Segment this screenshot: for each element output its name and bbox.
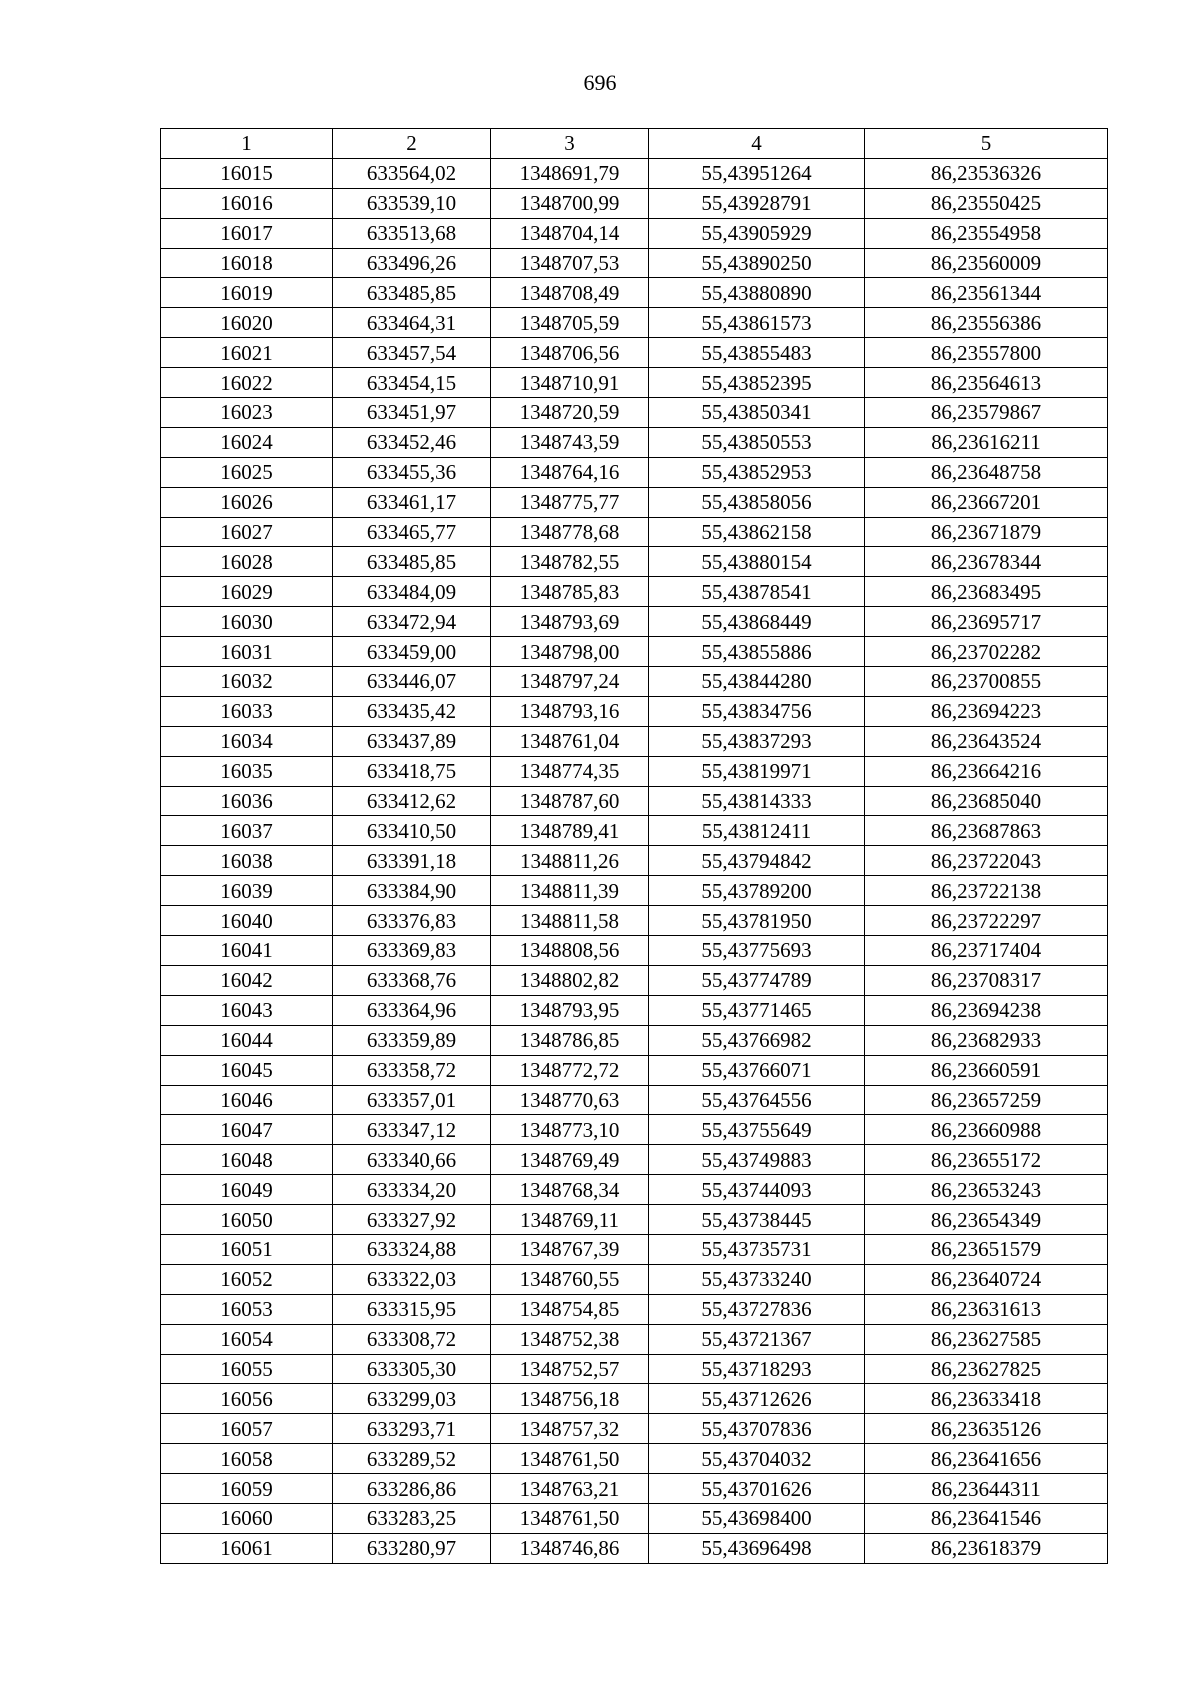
- table-cell-col-1: 16039: [161, 876, 333, 906]
- table-cell-col-5: 86,23641546: [865, 1503, 1108, 1533]
- table-cell-col-5: 86,23648758: [865, 457, 1108, 487]
- table-cell-col-3: 1348808,56: [491, 936, 649, 966]
- table-cell-col-3: 1348764,16: [491, 457, 649, 487]
- table-cell-col-5: 86,23644311: [865, 1474, 1108, 1504]
- table-cell-col-4: 55,43744093: [649, 1175, 865, 1205]
- table-cell-col-1: 16036: [161, 786, 333, 816]
- table-row: [161, 398, 1108, 428]
- table-cell-col-2: 633334,20: [333, 1175, 491, 1205]
- table-cell-col-3: 1348707,53: [491, 248, 649, 278]
- table-cell-col-3: 1348811,58: [491, 906, 649, 936]
- table-row: [161, 457, 1108, 487]
- table-cell-col-1: 16031: [161, 637, 333, 667]
- table-cell-col-2: 633293,71: [333, 1414, 491, 1444]
- table-row: [161, 1085, 1108, 1115]
- table-row: [161, 427, 1108, 457]
- table-cell-col-2: 633451,97: [333, 398, 491, 428]
- table-cell-col-1: 16038: [161, 846, 333, 876]
- table-cell-col-3: 1348772,72: [491, 1055, 649, 1085]
- table-cell-col-1: 16050: [161, 1205, 333, 1235]
- table-row: [161, 1533, 1108, 1563]
- table-cell-col-4: 55,43764556: [649, 1085, 865, 1115]
- table-cell-col-4: 55,43707836: [649, 1414, 865, 1444]
- table-cell-col-3: 1348769,11: [491, 1205, 649, 1235]
- table-cell-col-2: 633322,03: [333, 1264, 491, 1294]
- table-cell-col-5: 86,23657259: [865, 1085, 1108, 1115]
- table-cell-col-3: 1348798,00: [491, 637, 649, 667]
- table-cell-col-4: 55,43701626: [649, 1474, 865, 1504]
- table-cell-col-5: 86,23694223: [865, 696, 1108, 726]
- table-cell-col-5: 86,23671879: [865, 517, 1108, 547]
- table-cell-col-3: 1348720,59: [491, 398, 649, 428]
- table-cell-col-5: 86,23667201: [865, 487, 1108, 517]
- table-row: [161, 1025, 1108, 1055]
- table-cell-col-3: 1348793,16: [491, 696, 649, 726]
- table-cell-col-4: 55,43721367: [649, 1324, 865, 1354]
- table-cell-col-5: 86,23618379: [865, 1533, 1108, 1563]
- table-row: [161, 278, 1108, 308]
- table-cell-col-4: 55,43852395: [649, 368, 865, 398]
- table-cell-col-1: 16055: [161, 1354, 333, 1384]
- table-cell-col-2: 633305,30: [333, 1354, 491, 1384]
- table-cell-col-2: 633347,12: [333, 1115, 491, 1145]
- table-cell-col-4: 55,43855483: [649, 338, 865, 368]
- table-cell-col-2: 633359,89: [333, 1025, 491, 1055]
- table-cell-col-1: 16034: [161, 726, 333, 756]
- table-cell-col-5: 86,23550425: [865, 188, 1108, 218]
- table-cell-col-3: 1348797,24: [491, 667, 649, 697]
- table-cell-col-5: 86,23702282: [865, 637, 1108, 667]
- table-cell-col-4: 55,43951264: [649, 158, 865, 188]
- table-cell-col-4: 55,43766982: [649, 1025, 865, 1055]
- table-cell-col-4: 55,43819971: [649, 756, 865, 786]
- table-cell-col-5: 86,23554958: [865, 218, 1108, 248]
- table-cell-col-4: 55,43718293: [649, 1354, 865, 1384]
- table-cell-col-3: 1348760,55: [491, 1264, 649, 1294]
- table-cell-col-1: 16020: [161, 308, 333, 338]
- table-cell-col-4: 55,43749883: [649, 1145, 865, 1175]
- table-row: [161, 577, 1108, 607]
- table-row: [161, 1414, 1108, 1444]
- table-cell-col-2: 633455,36: [333, 457, 491, 487]
- table-cell-col-4: 55,43704032: [649, 1444, 865, 1474]
- table-cell-col-1: 16033: [161, 696, 333, 726]
- table-cell-col-3: 1348770,63: [491, 1085, 649, 1115]
- table-cell-col-1: 16019: [161, 278, 333, 308]
- table-cell-col-3: 1348775,77: [491, 487, 649, 517]
- table-row: [161, 906, 1108, 936]
- table-cell-col-4: 55,43794842: [649, 846, 865, 876]
- table-row: [161, 1384, 1108, 1414]
- table-cell-col-2: 633461,17: [333, 487, 491, 517]
- table-cell-col-2: 633465,77: [333, 517, 491, 547]
- table-cell-col-3: 1348754,85: [491, 1294, 649, 1324]
- table-row: [161, 1354, 1108, 1384]
- table-header: [161, 129, 1108, 159]
- table-cell-col-2: 633485,85: [333, 278, 491, 308]
- table-cell-col-4: 55,43905929: [649, 218, 865, 248]
- table-cell-col-1: 16029: [161, 577, 333, 607]
- table-row: [161, 1444, 1108, 1474]
- table-cell-col-5: 86,23616211: [865, 427, 1108, 457]
- table-cell-col-2: 633384,90: [333, 876, 491, 906]
- table-cell-col-5: 86,23694238: [865, 995, 1108, 1025]
- table-cell-col-4: 55,43738445: [649, 1205, 865, 1235]
- table-row: [161, 1175, 1108, 1205]
- table-row: [161, 1234, 1108, 1264]
- table-cell-col-1: 16058: [161, 1444, 333, 1474]
- table-cell-col-3: 1348752,38: [491, 1324, 649, 1354]
- table-cell-col-1: 16043: [161, 995, 333, 1025]
- table-cell-col-4: 55,43755649: [649, 1115, 865, 1145]
- table-cell-col-1: 16041: [161, 936, 333, 966]
- table-cell-col-1: 16057: [161, 1414, 333, 1444]
- table-cell-col-1: 16059: [161, 1474, 333, 1504]
- table-cell-col-4: 55,43837293: [649, 726, 865, 756]
- table-row: [161, 248, 1108, 278]
- table-cell-col-5: 86,23660988: [865, 1115, 1108, 1145]
- table-cell-col-3: 1348811,26: [491, 846, 649, 876]
- table-cell-col-2: 633410,50: [333, 816, 491, 846]
- table-row: [161, 846, 1108, 876]
- table-cell-col-3: 1348761,50: [491, 1503, 649, 1533]
- table-cell-col-1: 16052: [161, 1264, 333, 1294]
- table-cell-col-3: 1348706,56: [491, 338, 649, 368]
- table-cell-col-2: 633289,52: [333, 1444, 491, 1474]
- table-row: [161, 1205, 1108, 1235]
- table-cell-col-5: 86,23683495: [865, 577, 1108, 607]
- table-cell-col-5: 86,23641656: [865, 1444, 1108, 1474]
- table-cell-col-5: 86,23640724: [865, 1264, 1108, 1294]
- table-cell-col-2: 633286,86: [333, 1474, 491, 1504]
- table-cell-col-5: 86,23560009: [865, 248, 1108, 278]
- table-cell-col-2: 633324,88: [333, 1234, 491, 1264]
- table-row: [161, 158, 1108, 188]
- table-cell-col-3: 1348785,83: [491, 577, 649, 607]
- table-cell-col-2: 633435,42: [333, 696, 491, 726]
- column-header-4: 4: [649, 129, 865, 159]
- table-cell-col-3: 1348773,10: [491, 1115, 649, 1145]
- table-cell-col-1: 16035: [161, 756, 333, 786]
- table-cell-col-3: 1348743,59: [491, 427, 649, 457]
- table-cell-col-1: 16017: [161, 218, 333, 248]
- table-row: [161, 637, 1108, 667]
- column-header-3: 3: [491, 129, 649, 159]
- table-cell-col-5: 86,23687863: [865, 816, 1108, 846]
- table-cell-col-3: 1348802,82: [491, 965, 649, 995]
- table-cell-col-2: 633437,89: [333, 726, 491, 756]
- table-cell-col-3: 1348811,39: [491, 876, 649, 906]
- table-cell-col-5: 86,23655172: [865, 1145, 1108, 1175]
- table-cell-col-4: 55,43890250: [649, 248, 865, 278]
- table-row: [161, 517, 1108, 547]
- table-cell-col-5: 86,23678344: [865, 547, 1108, 577]
- table-cell-col-2: 633513,68: [333, 218, 491, 248]
- table-cell-col-4: 55,43858056: [649, 487, 865, 517]
- table-cell-col-5: 86,23654349: [865, 1205, 1108, 1235]
- table-cell-col-5: 86,23556386: [865, 308, 1108, 338]
- table-cell-col-4: 55,43712626: [649, 1384, 865, 1414]
- table-cell-col-3: 1348756,18: [491, 1384, 649, 1414]
- table-cell-col-2: 633368,76: [333, 965, 491, 995]
- table-cell-col-2: 633496,26: [333, 248, 491, 278]
- table-cell-col-4: 55,43789200: [649, 876, 865, 906]
- table-row: [161, 995, 1108, 1025]
- table-row: [161, 1294, 1108, 1324]
- table-cell-col-3: 1348793,95: [491, 995, 649, 1025]
- table-row: [161, 667, 1108, 697]
- table-cell-col-2: 633457,54: [333, 338, 491, 368]
- table-cell-col-4: 55,43781950: [649, 906, 865, 936]
- table-cell-col-5: 86,23700855: [865, 667, 1108, 697]
- table-cell-col-4: 55,43844280: [649, 667, 865, 697]
- table-cell-col-5: 86,23643524: [865, 726, 1108, 756]
- table-cell-col-5: 86,23564613: [865, 368, 1108, 398]
- table-cell-col-2: 633472,94: [333, 607, 491, 637]
- table-cell-col-3: 1348793,69: [491, 607, 649, 637]
- table-cell-col-1: 16048: [161, 1145, 333, 1175]
- table-cell-col-3: 1348746,86: [491, 1533, 649, 1563]
- table-cell-col-5: 86,23561344: [865, 278, 1108, 308]
- table-cell-col-1: 16051: [161, 1234, 333, 1264]
- table-cell-col-1: 16049: [161, 1175, 333, 1205]
- table-cell-col-4: 55,43696498: [649, 1533, 865, 1563]
- table-cell-col-4: 55,43850553: [649, 427, 865, 457]
- table-cell-col-2: 633280,97: [333, 1533, 491, 1563]
- table-cell-col-4: 55,43698400: [649, 1503, 865, 1533]
- table-cell-col-3: 1348763,21: [491, 1474, 649, 1504]
- table-cell-col-3: 1348710,91: [491, 368, 649, 398]
- table-cell-col-4: 55,43850341: [649, 398, 865, 428]
- table-cell-col-3: 1348708,49: [491, 278, 649, 308]
- coordinates-table: [160, 128, 1108, 1564]
- table-cell-col-2: 633454,15: [333, 368, 491, 398]
- table-cell-col-5: 86,23682933: [865, 1025, 1108, 1055]
- table-cell-col-3: 1348789,41: [491, 816, 649, 846]
- table-cell-col-1: 16046: [161, 1085, 333, 1115]
- table-cell-col-2: 633459,00: [333, 637, 491, 667]
- table-cell-col-2: 633464,31: [333, 308, 491, 338]
- table-cell-col-4: 55,43868449: [649, 607, 865, 637]
- table-cell-col-1: 16054: [161, 1324, 333, 1354]
- table-cell-col-1: 16053: [161, 1294, 333, 1324]
- table-cell-col-2: 633446,07: [333, 667, 491, 697]
- table-cell-col-2: 633539,10: [333, 188, 491, 218]
- table-cell-col-2: 633484,09: [333, 577, 491, 607]
- table-cell-col-5: 86,23660591: [865, 1055, 1108, 1085]
- table-cell-col-3: 1348768,34: [491, 1175, 649, 1205]
- table-row: [161, 547, 1108, 577]
- table-cell-col-3: 1348774,35: [491, 756, 649, 786]
- table-cell-col-5: 86,23651579: [865, 1234, 1108, 1264]
- table-cell-col-2: 633327,92: [333, 1205, 491, 1235]
- table-row: [161, 188, 1108, 218]
- table-cell-col-3: 1348769,49: [491, 1145, 649, 1175]
- table-cell-col-2: 633369,83: [333, 936, 491, 966]
- table-cell-col-2: 633358,72: [333, 1055, 491, 1085]
- table-cell-col-4: 55,43735731: [649, 1234, 865, 1264]
- table-cell-col-5: 86,23633418: [865, 1384, 1108, 1414]
- table-cell-col-2: 633357,01: [333, 1085, 491, 1115]
- column-header-2: 2: [333, 129, 491, 159]
- table-cell-col-5: 86,23627585: [865, 1324, 1108, 1354]
- table-row: [161, 1474, 1108, 1504]
- header-row: [161, 129, 1108, 159]
- table-cell-col-4: 55,43812411: [649, 816, 865, 846]
- table-cell-col-2: 633299,03: [333, 1384, 491, 1414]
- table-row: [161, 338, 1108, 368]
- table-body: [161, 158, 1108, 1563]
- table-cell-col-1: 16044: [161, 1025, 333, 1055]
- table-cell-col-1: 16027: [161, 517, 333, 547]
- table-cell-col-1: 16045: [161, 1055, 333, 1085]
- table-cell-col-1: 16037: [161, 816, 333, 846]
- table-row: [161, 756, 1108, 786]
- table-cell-col-3: 1348761,50: [491, 1444, 649, 1474]
- table-cell-col-4: 55,43878541: [649, 577, 865, 607]
- table-row: [161, 696, 1108, 726]
- table-row: [161, 1503, 1108, 1533]
- table-cell-col-4: 55,43928791: [649, 188, 865, 218]
- table-row: [161, 1055, 1108, 1085]
- table-cell-col-5: 86,23722138: [865, 876, 1108, 906]
- table-cell-col-1: 16061: [161, 1533, 333, 1563]
- table-row: [161, 487, 1108, 517]
- table-cell-col-2: 633283,25: [333, 1503, 491, 1533]
- table-cell-col-3: 1348704,14: [491, 218, 649, 248]
- table-cell-col-2: 633391,18: [333, 846, 491, 876]
- table-cell-col-3: 1348691,79: [491, 158, 649, 188]
- table-cell-col-2: 633376,83: [333, 906, 491, 936]
- table-cell-col-4: 55,43771465: [649, 995, 865, 1025]
- table-cell-col-3: 1348757,32: [491, 1414, 649, 1444]
- table-cell-col-2: 633340,66: [333, 1145, 491, 1175]
- table-row: [161, 726, 1108, 756]
- table-cell-col-3: 1348700,99: [491, 188, 649, 218]
- table-cell-col-1: 16024: [161, 427, 333, 457]
- table-cell-col-2: 633452,46: [333, 427, 491, 457]
- table-row: [161, 1115, 1108, 1145]
- table-cell-col-4: 55,43774789: [649, 965, 865, 995]
- table-cell-col-1: 16040: [161, 906, 333, 936]
- table-row: [161, 965, 1108, 995]
- table-cell-col-2: 633564,02: [333, 158, 491, 188]
- table-cell-col-3: 1348786,85: [491, 1025, 649, 1055]
- table-cell-col-5: 86,23631613: [865, 1294, 1108, 1324]
- table-cell-col-5: 86,23627825: [865, 1354, 1108, 1384]
- table-cell-col-1: 16021: [161, 338, 333, 368]
- table-row: [161, 368, 1108, 398]
- table-cell-col-1: 16030: [161, 607, 333, 637]
- table-cell-col-2: 633315,95: [333, 1294, 491, 1324]
- table-cell-col-1: 16023: [161, 398, 333, 428]
- table-row: [161, 1324, 1108, 1354]
- table-cell-col-4: 55,43880154: [649, 547, 865, 577]
- table-cell-col-4: 55,43814333: [649, 786, 865, 816]
- table-row: [161, 1264, 1108, 1294]
- table-cell-col-2: 633485,85: [333, 547, 491, 577]
- table-cell-col-5: 86,23717404: [865, 936, 1108, 966]
- table-cell-col-1: 16016: [161, 188, 333, 218]
- table-cell-col-1: 16025: [161, 457, 333, 487]
- table-row: [161, 607, 1108, 637]
- table-cell-col-2: 633308,72: [333, 1324, 491, 1354]
- table-cell-col-5: 86,23664216: [865, 756, 1108, 786]
- table-cell-col-2: 633364,96: [333, 995, 491, 1025]
- table-cell-col-5: 86,23722297: [865, 906, 1108, 936]
- table-cell-col-2: 633412,62: [333, 786, 491, 816]
- table-cell-col-5: 86,23579867: [865, 398, 1108, 428]
- table-cell-col-3: 1348767,39: [491, 1234, 649, 1264]
- table-cell-col-5: 86,23536326: [865, 158, 1108, 188]
- table-cell-col-3: 1348752,57: [491, 1354, 649, 1384]
- table-cell-col-5: 86,23635126: [865, 1414, 1108, 1444]
- table-cell-col-1: 16022: [161, 368, 333, 398]
- table-cell-col-4: 55,43766071: [649, 1055, 865, 1085]
- table-cell-col-1: 16032: [161, 667, 333, 697]
- table-cell-col-1: 16060: [161, 1503, 333, 1533]
- table-cell-col-4: 55,43727836: [649, 1294, 865, 1324]
- table-cell-col-2: 633418,75: [333, 756, 491, 786]
- table-cell-col-1: 16018: [161, 248, 333, 278]
- table-row: [161, 936, 1108, 966]
- table-row: [161, 218, 1108, 248]
- table-cell-col-4: 55,43733240: [649, 1264, 865, 1294]
- table-row: [161, 816, 1108, 846]
- column-header-1: 1: [161, 129, 333, 159]
- table-cell-col-3: 1348778,68: [491, 517, 649, 547]
- table-row: [161, 1145, 1108, 1175]
- table-cell-col-3: 1348761,04: [491, 726, 649, 756]
- table-cell-col-1: 16047: [161, 1115, 333, 1145]
- table-row: [161, 876, 1108, 906]
- table-cell-col-4: 55,43775693: [649, 936, 865, 966]
- table-cell-col-5: 86,23653243: [865, 1175, 1108, 1205]
- table-cell-col-3: 1348782,55: [491, 547, 649, 577]
- column-header-5: 5: [865, 129, 1108, 159]
- table-cell-col-3: 1348705,59: [491, 308, 649, 338]
- table-cell-col-5: 86,23685040: [865, 786, 1108, 816]
- table-cell-col-5: 86,23708317: [865, 965, 1108, 995]
- table-cell-col-1: 16042: [161, 965, 333, 995]
- table-row: [161, 786, 1108, 816]
- table-cell-col-5: 86,23557800: [865, 338, 1108, 368]
- table-cell-col-1: 16015: [161, 158, 333, 188]
- table-cell-col-1: 16056: [161, 1384, 333, 1414]
- table-cell-col-4: 55,43855886: [649, 637, 865, 667]
- table-cell-col-4: 55,43861573: [649, 308, 865, 338]
- table-cell-col-4: 55,43862158: [649, 517, 865, 547]
- table-cell-col-1: 16028: [161, 547, 333, 577]
- table-cell-col-5: 86,23695717: [865, 607, 1108, 637]
- table-cell-col-5: 86,23722043: [865, 846, 1108, 876]
- table-cell-col-4: 55,43852953: [649, 457, 865, 487]
- page-number: 696: [583, 70, 617, 95]
- table-row: [161, 308, 1108, 338]
- table-cell-col-1: 16026: [161, 487, 333, 517]
- table-cell-col-4: 55,43834756: [649, 696, 865, 726]
- table-cell-col-4: 55,43880890: [649, 278, 865, 308]
- table-cell-col-3: 1348787,60: [491, 786, 649, 816]
